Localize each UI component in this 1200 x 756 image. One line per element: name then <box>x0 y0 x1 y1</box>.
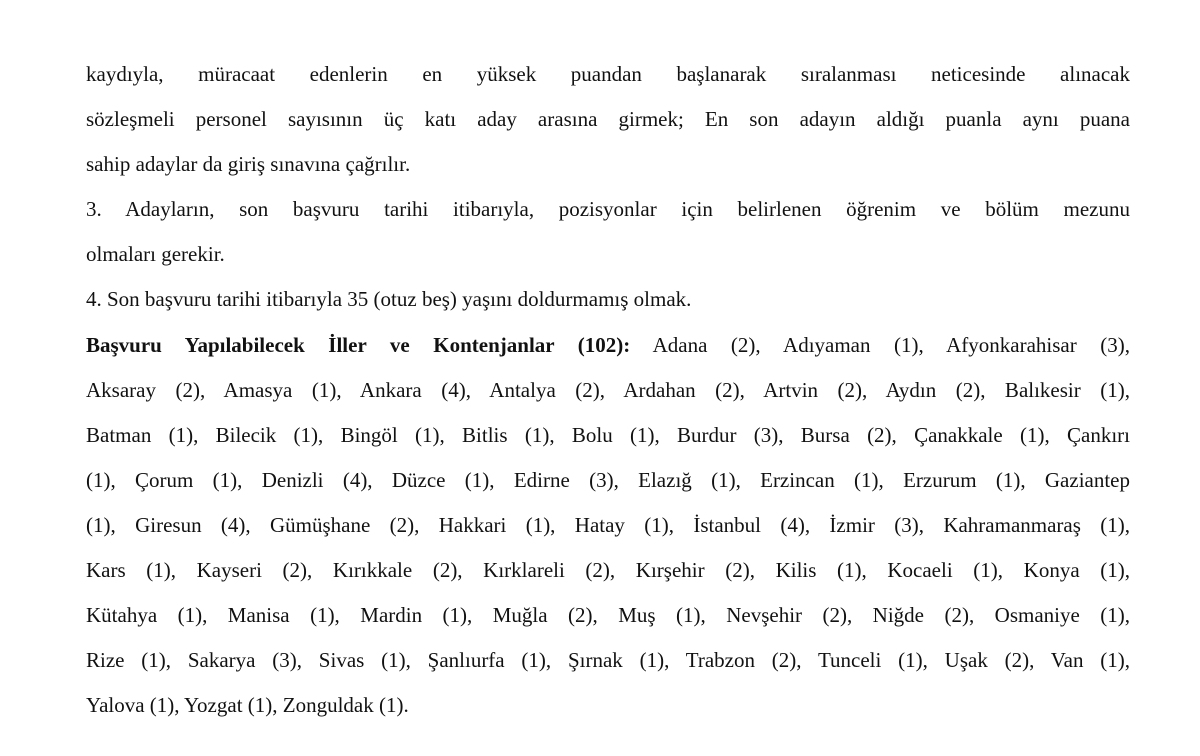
item-4-line: 4. Son başvuru tarihi itibarıyla 35 (otuz beş) yaşını doldurmamış olmak. <box>86 287 692 312</box>
provinces-line: (1), Çorum (1), Denizli (4), Düzce (1), Edirne (3), Elazığ (1), Erzincan (1), Erzurum (1), Gaziantep <box>86 467 1130 492</box>
paragraph-line: kaydıyla, müracaat edenlerin en yüksek puandan başlanarak sıralanması neticesinde alınacak <box>86 62 1130 86</box>
provinces-heading: Başvuru Yapılabilecek İller ve Kontenjanlar (102): <box>86 332 631 357</box>
paragraph-line: sahip adaylar da giriş sınavına çağrılır. <box>86 152 411 177</box>
document-page <box>86 52 1130 728</box>
item-3-line: 3. Adayların, son başvuru tarihi itibarıyla, pozisyonlar için belirlenen öğrenim ve bölüm mezunu <box>86 197 1130 222</box>
provinces-line: (1), Giresun (4), Gümüşhane (2), Hakkari (1), Hatay (1), İstanbul (4), İzmir (3), Kahramanmaraş (1), <box>86 512 1130 537</box>
provinces-heading-line <box>86 323 1130 368</box>
provinces-line: Aksaray (2), Amasya (1), Ankara (4), Antalya (2), Ardahan (2), Artvin (2), Aydın (2), Balıkesir (1), <box>86 377 1130 402</box>
provinces-line: Rize (1), Sakarya (3), Sivas (1), Şanlıurfa (1), Şırnak (1), Trabzon (2), Tunceli (1), Uşak (2), Van (1), <box>86 648 1130 673</box>
provinces-line: Kütahya (1), Manisa (1), Mardin (1), Muğla (2), Muş (1), Nevşehir (2), Niğde (2), Osmaniye (1), <box>86 603 1130 628</box>
item-3-line: olmaları gerekir. <box>86 242 225 267</box>
provinces-line: Kars (1), Kayseri (2), Kırıkkale (2), Kırklareli (2), Kırşehir (2), Kilis (1), Kocaeli (1), Konya (1), <box>86 558 1130 583</box>
paragraph-line: sözleşmeli personel sayısının üç katı aday arasına girmek; En son adayın aldığı puanla aynı puana <box>86 107 1130 132</box>
provinces-list-start: Adana (2), Adıyaman (1), Afyonkarahisar (3), <box>630 332 1130 357</box>
provinces-line: Batman (1), Bilecik (1), Bingöl (1), Bitlis (1), Bolu (1), Burdur (3), Bursa (2), Çanakkale (1), Çankırı <box>86 422 1130 447</box>
provinces-line: Yalova (1), Yozgat (1), Zonguldak (1). <box>86 693 409 718</box>
